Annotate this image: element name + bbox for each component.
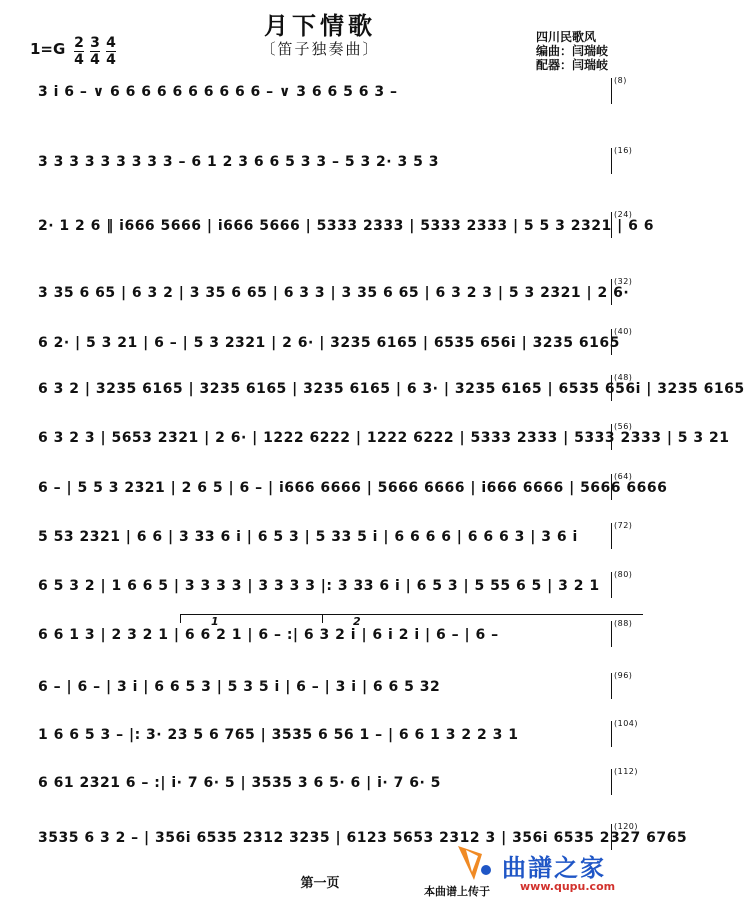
meter-4-4: $\frac{4}{4}$ <box>106 35 116 68</box>
barline <box>611 148 612 174</box>
barline <box>611 375 612 401</box>
barline <box>611 621 612 647</box>
measure-number: (32) <box>614 277 633 286</box>
barline <box>611 523 612 549</box>
measure-number: (40) <box>614 327 633 336</box>
measure-number: (112) <box>614 767 639 776</box>
barline <box>611 474 612 500</box>
notation-row <box>30 146 633 176</box>
measure-number: (104) <box>614 719 639 728</box>
page-label: 第一页 <box>300 876 340 891</box>
row-notes: 3 35 6 65 | 6 3 2 | 3 35 6 65 | 6 3 3 | 3 35 6 65 | 6 3 2 3 | 5 3 2321 | 2 6· <box>38 285 630 301</box>
credit-orchestration: 配器：闫瑞岐 <box>536 58 609 72</box>
measure-number: (72) <box>614 521 633 530</box>
row-notes: 6 2· | 5 3 21 | 6 – | 5 3 2321 | 2 6· | 3235 6165 | 6535 656i | 3235 6165 <box>38 335 620 351</box>
barline <box>611 572 612 598</box>
score-title: 月下情歌 <box>264 11 376 40</box>
volta-bracket-2: 2 <box>322 614 643 623</box>
time-signatures <box>74 36 116 67</box>
measure-number: (8) <box>614 76 627 85</box>
measure-number: (80) <box>614 570 633 579</box>
notation-row <box>30 570 633 600</box>
score-subtitle: 〔笛子独奏曲〕 <box>260 40 380 58</box>
notation-row <box>30 373 745 403</box>
row-notes: 6 3 2 | 3235 6165 | 3235 6165 | 3235 6165 | 6 3· | 3235 6165 | 6535 656i | 3235 6165 <box>38 381 745 397</box>
barline <box>611 424 612 450</box>
barline <box>611 78 612 104</box>
notation-row <box>30 327 633 357</box>
barline <box>611 673 612 699</box>
row-notes: 3 i 6 – ∨ 6 6 6 6 6 6 6 6 6 6 – ∨ 3 6 6 5 6 3 – <box>38 84 398 100</box>
notation-row <box>30 521 633 551</box>
upload-note: 本曲谱上传于 <box>424 885 490 898</box>
watermark-text: 曲譜之家 <box>502 854 606 882</box>
measure-number: (96) <box>614 671 633 680</box>
measure-number: (56) <box>614 422 633 431</box>
notation-row <box>30 76 627 106</box>
row-notes: 6 61 2321 6 – :| i· 7 6· 5 | 3535 3 6 5· 6 | i· 7 6· 5 <box>38 775 441 791</box>
notation-row <box>30 277 633 307</box>
barline <box>611 824 612 850</box>
credit-style: 四川民歌风 <box>536 30 597 44</box>
notation-row <box>30 671 633 701</box>
row-notes: 5 53 2321 | 6 6 | 3 33 6 i | 6 5 3 | 5 33 5 i | 6 6 6 6 | 6 6 6 3 | 3 6 i <box>38 529 578 545</box>
measure-number: (88) <box>614 619 633 628</box>
row-notes: 6 6 1 3 | 2 3 2 1 | 6 6 2 1 | 6 – :| 6 3 2 i | 6 i 2 i | 6 – | 6 – <box>38 627 499 643</box>
notation-row <box>30 619 633 649</box>
row-notes: 6 – | 5 5 3 2321 | 2 6 5 | 6 – | i666 6666 | 5666 6666 | i666 6666 | 5666 6666 <box>38 480 668 496</box>
notation-row <box>30 422 730 452</box>
meter-2-4: $\frac{2}{4}$ <box>74 35 84 68</box>
row-notes: 3535 6 3 2 – | 356i 6535 2312 3235 | 6123 5653 2312 3 | 356i 6535 2327 6765 <box>38 830 688 846</box>
measure-number: (24) <box>614 210 633 219</box>
measure-number: (120) <box>614 822 639 831</box>
row-notes: 3 3 3 3 3 3 3 3 3 – 6 1 2 3 6 6 5 3 3 – 5 3 2· 3 5 3 <box>38 154 439 170</box>
barline <box>611 329 612 355</box>
notation-row <box>30 210 654 240</box>
notation-row <box>30 472 668 502</box>
notation-row <box>30 719 639 749</box>
row-notes: 6 5 3 2 | 1 6 6 5 | 3 3 3 3 | 3 3 3 3 |: 3 33 6 i | 6 5 3 | 5 55 6 5 | 3 2 1 <box>38 578 600 594</box>
row-notes: 6 – | 6 – | 3 i | 6 6 5 3 | 5 3 5 i | 6 – | 3 i | 6 6 5 32 <box>38 679 441 695</box>
credits-block <box>536 30 608 72</box>
barline <box>611 769 612 795</box>
barline <box>611 279 612 305</box>
row-notes: 1 6 6 5 3 – |: 3· 23 5 6 765 | 3535 6 56 1 – | 6 6 1 3 2 2 3 1 <box>38 727 519 743</box>
credit-arranger: 编曲：闫瑞岐 <box>536 44 609 58</box>
watermark-logo-icon <box>452 840 496 884</box>
row-notes: 2· 1 2 6 ‖ i666 5666 | i666 5666 | 5333 2333 | 5333 2333 | 5 5 3 2321 | 6 6 <box>38 218 654 234</box>
watermark-url[interactable]: www.qupu.com <box>520 880 616 893</box>
barline <box>611 212 612 238</box>
row-notes: 6 3 2 3 | 5653 2321 | 2 6· | 1222 6222 | 1222 6222 | 5333 2333 | 5333 2333 | 5 3 21 <box>38 430 730 446</box>
meter-3-4: $\frac{3}{4}$ <box>90 35 100 68</box>
key-signature: 1=G <box>30 40 66 58</box>
measure-number: (48) <box>614 373 633 382</box>
volta-bracket-1: 1 <box>180 614 341 623</box>
measure-number: (16) <box>614 146 633 155</box>
notation-row <box>30 767 639 797</box>
barline <box>611 721 612 747</box>
measure-number: (64) <box>614 472 633 481</box>
